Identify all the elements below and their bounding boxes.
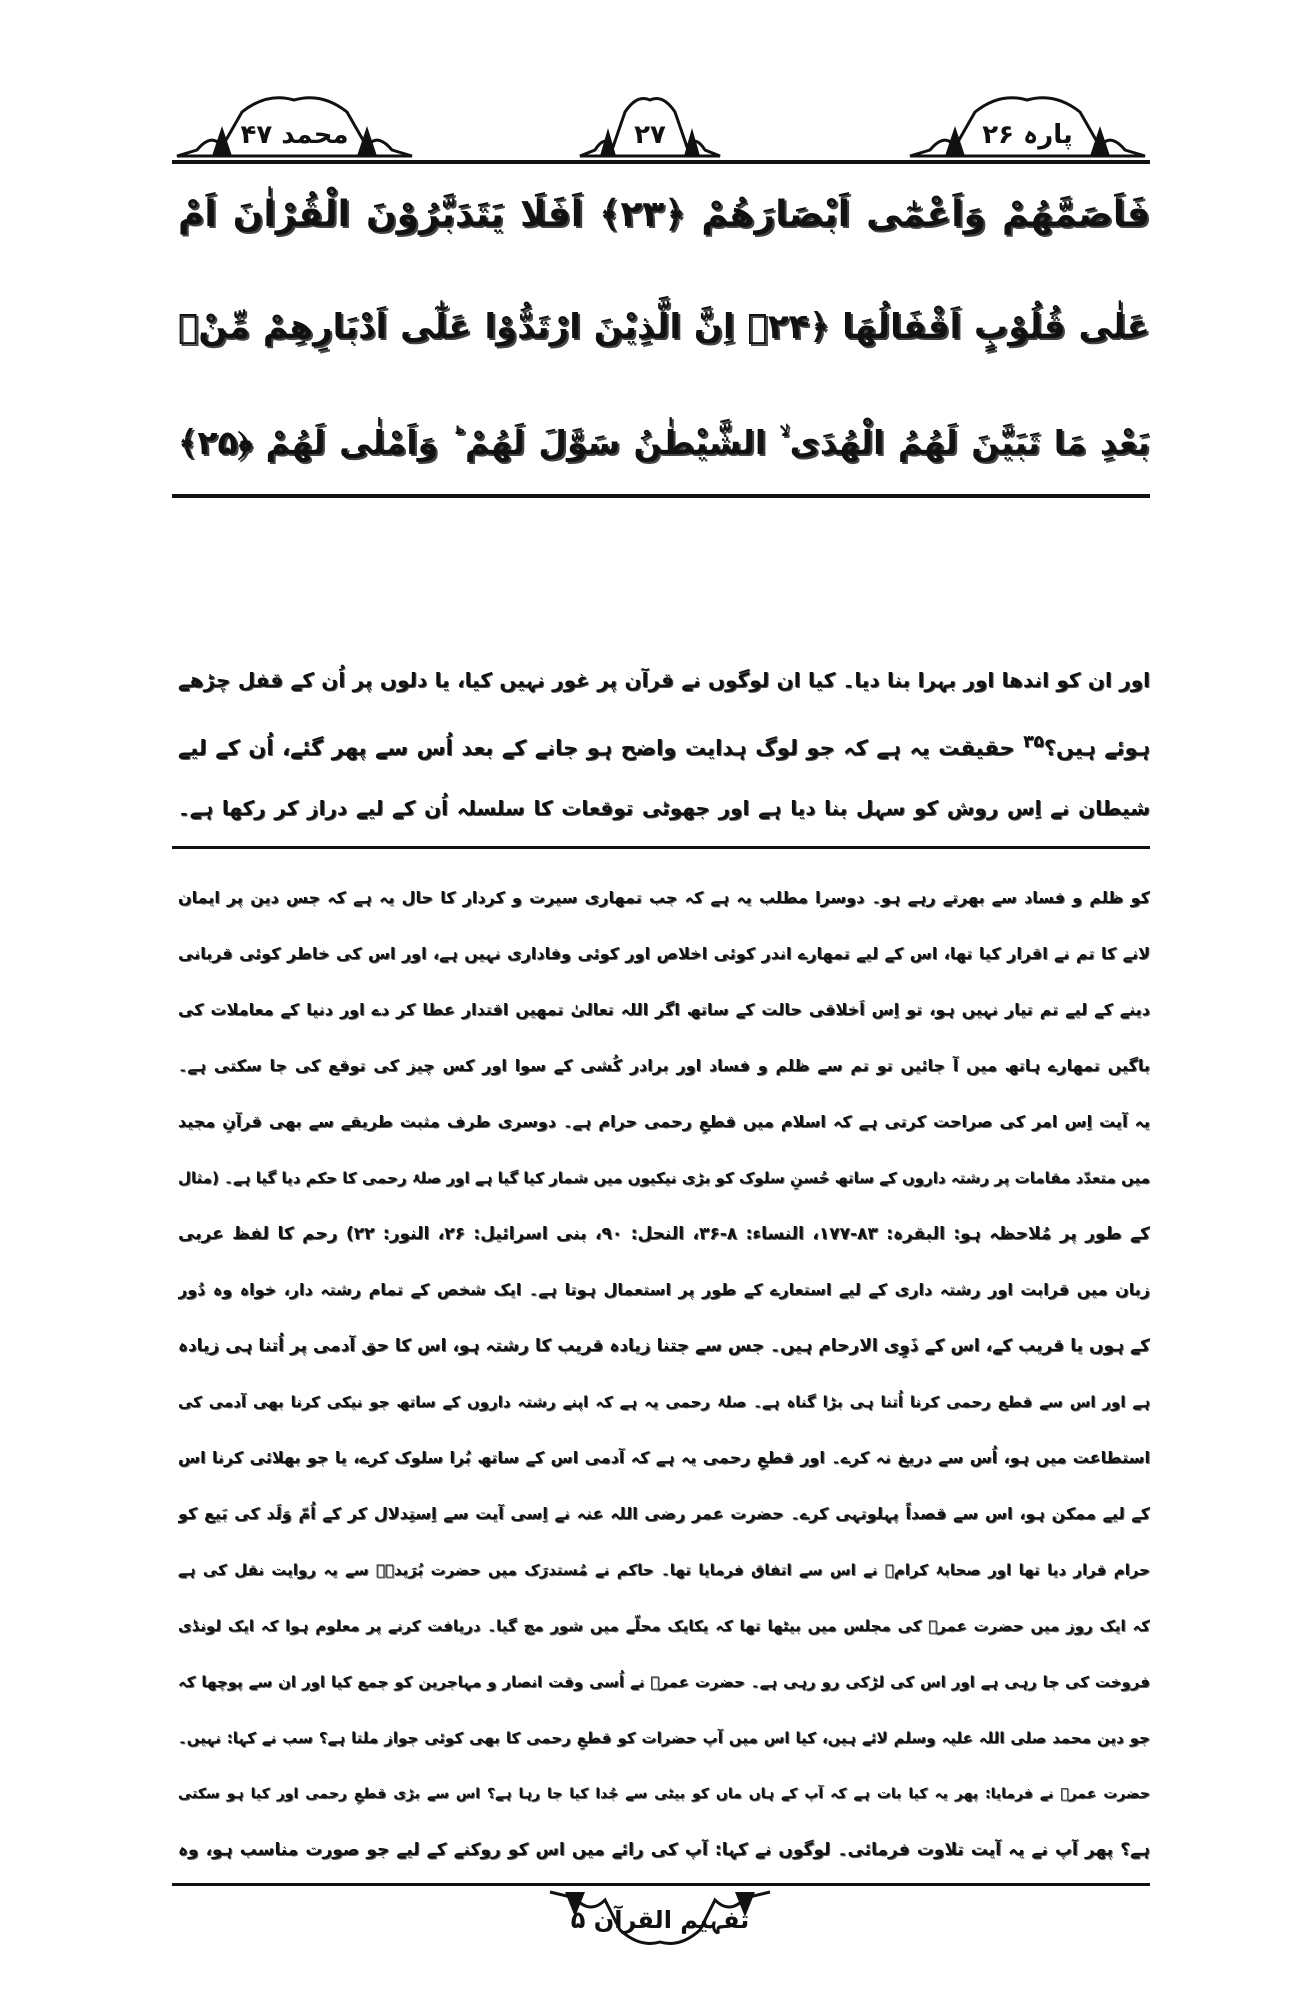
book-title: تفہیم القرآن ۵ <box>570 1906 750 1934</box>
commentary-line: کے لیے ممکن ہو، اس سے قصداً پہلوتہی کرے۔ حضرت عمر رضی اللہ عنہ نے اِسی آیت سے اِستِدلال کر کے اُمّ وَلَد کی بَیع کو <box>178 1504 1150 1523</box>
header-divider <box>172 160 1150 164</box>
quran-line: بَعْدِ مَا تَبَيَّنَ لَهُمُ الْهُدَى ۙ الشَّيْطٰنُ سَوَّلَ لَهُمْ ؕ وَاَمْلٰى لَهُمْ ﴿۲۵﴾ <box>178 423 1150 462</box>
commentary-line: کے ہوں یا قریب کے، اس کے ذَوِی الارحام ہیں۔ جس سے جتنا زیادہ قریب کا رشتہ ہو، اس کا حق آدمی پر اُتنا ہی زیادہ <box>178 1336 1150 1356</box>
commentary-line: حرام قرار دیا تھا اور صحابۂ کرامؓ نے اس سے اتفاق فرمایا تھا۔ حاکم نے مُستدرَک میں حضرت بُرَیدہؓ سے یہ روایت نقل کی ہے <box>178 1561 1150 1579</box>
translation-line: اور ان کو اندھا اور بہرا بنا دیا۔ کیا ان لوگوں نے قرآن پر غور نہیں کیا، یا دلوں پر اُن کے قفل چڑھے <box>178 668 1150 692</box>
header-para-cartouche <box>905 92 1150 158</box>
commentary-line: باگیں تمھارے ہاتھ میں آ جائیں تو تم سے ظلم و فساد اور برادر کُشی کے سوا اور کس چیز کی توقع کی جا سکتی ہے۔ <box>178 1056 1150 1075</box>
commentary-line: زبان میں قرابت اور رشتہ داری کے لیے استعارے کے طور پر استعمال ہوتا ہے۔ ایک شخص کے تمام رشتہ دار، خواہ وہ دُور <box>178 1280 1150 1299</box>
surah-label: محمد ۴۷ <box>240 120 349 150</box>
translation-line: شیطان نے اِس روش کو سہل بنا دیا ہے اور جھوٹی توقعات کا سلسلہ اُن کے لیے دراز کر رکھا ہے۔ <box>178 796 1150 820</box>
footer-divider <box>172 1883 1150 1886</box>
translation-text: ہوئے ہیں؟ <box>1043 736 1150 760</box>
translation-text: حقیقت یہ ہے کہ جو لوگ ہدایت واضح ہو جانے کے بعد اُس سے پھر گئے، اُن کے لیے <box>178 736 1015 760</box>
commentary-line: جو دین محمد صلی اللہ علیہ وسلم لائے ہیں، کیا اس میں آپ حضرات کو قطعِ رحمی کا بھی کوئی جواز ملتا ہے؟ سب نے کہا: نہیں۔ <box>178 1729 1150 1747</box>
commentary-line: میں متعدّد مقامات پر رشتہ داروں کے ساتھ حُسنِ سلوک کو بڑی نیکیوں میں شمار کیا گیا ہے اور صلۂ رحمی کا حکم دیا گیا ہے۔ (مثال <box>178 1169 1150 1187</box>
commentary-line: یہ آیت اِس امر کی صراحت کرتی ہے کہ اسلام میں قطعِ رحمی حرام ہے۔ دوسری طرف مثبت طریقے سے بھی قرآنِ مجید <box>178 1112 1150 1131</box>
commentary-line: دینے کے لیے تم تیار نہیں ہو، تو اِس اَخلاقی حالت کے ساتھ اگر اللہ تعالیٰ تمھیں اقتدار عطا کر دے اور دنیا کے معاملات کی <box>178 1000 1150 1019</box>
page-number: ۲۷ <box>634 120 666 150</box>
header-page-cartouche <box>575 92 725 158</box>
quran-line: عَلٰى قُلُوْبٍ اَقْفَالُهَا ﴿۲۴﴾ اِنَّ الَّذِيْنَ ارْتَدُّوْا عَلٰٓى اَدْبَارِهِمْ مِّنْۢ <box>178 307 1150 347</box>
footnote-ref[interactable]: ۳۵ <box>1023 732 1044 752</box>
translation-divider <box>172 846 1150 849</box>
footer-cartouche <box>545 1890 775 1950</box>
commentary-line: ہے اور اس سے قطع رحمی کرنا اُتنا ہی بڑا گناہ ہے۔ صلۂ رحمی یہ ہے کہ اپنے رشتہ داروں کے ساتھ جو نیکی کرنا بھی آدمی کی <box>178 1393 1150 1411</box>
translation-line <box>178 718 1150 778</box>
quran-divider <box>172 494 1150 498</box>
para-label: پارہ ۲۶ <box>982 120 1073 150</box>
commentary-line: استطاعت میں ہو، اُس سے دریغ نہ کرے۔ اور قطعِ رحمی یہ ہے کہ آدمی اس کے ساتھ بُرا سلوک کرے، یا جو بھلائی کرنا اس <box>178 1448 1150 1467</box>
header-surah-cartouche <box>172 92 417 158</box>
commentary-line: ہے؟ پھر آپ نے یہ آیت تلاوت فرمائی۔ لوگوں نے کہا: آپ کی رائے میں اس کو روکنے کے لیے جو صورت مناسب ہو، وہ <box>178 1840 1150 1860</box>
commentary-line: کو ظلم و فساد سے بھرتے رہے ہو۔ دوسرا مطلب یہ ہے کہ جب تمھاری سیرت و کردار کا حال یہ ہے کہ جس دین پر ایمان <box>178 888 1150 907</box>
commentary-line: حضرت عمرؓ نے فرمایا: پھر یہ کیا بات ہے کہ آپ کے ہاں ماں کو بیٹی سے جُدا کیا جا رہا ہے؟ اس سے بڑی قطعِ رحمی اور کیا ہو سکتی <box>178 1786 1150 1802</box>
commentary-line: فروخت کی جا رہی ہے اور اس کی لڑکی رو رہی ہے۔ حضرت عمرؓ نے اُسی وقت انصار و مہاجرین کو جمع کیا اور ان سے پوچھا کہ <box>178 1673 1150 1691</box>
quran-line: فَاَصَمَّهُمْ وَاَعْمٰٓى اَبْصَارَهُمْ ﴿۲۳﴾ اَفَلَا يَتَدَبَّرُوْنَ الْقُرْاٰنَ اَمْ <box>178 194 1150 235</box>
commentary-line: لانے کا تم نے اقرار کیا تھا، اس کے لیے تمھارے اندر کوئی اخلاص اور کوئی وفاداری نہیں ہے، اور اس کی خاطر کوئی قربانی <box>178 944 1150 963</box>
commentary-line: کہ ایک روز میں حضرت عمرؓ کی مجلس میں بیٹھا تھا کہ یکایک محلّے میں شور مچ گیا۔ دریافت کرنے پر معلوم ہوا کہ ایک لونڈی <box>178 1617 1150 1635</box>
commentary-line: کے طور پر مُلاحظہ ہو: البقرہ: ۸۳-۱۷۷، النساء: ۸-۳۶، النحل: ۹۰، بنی اسرائیل: ۲۶، النور: ۲۲) رحم کا لفظ عربی <box>178 1224 1150 1244</box>
